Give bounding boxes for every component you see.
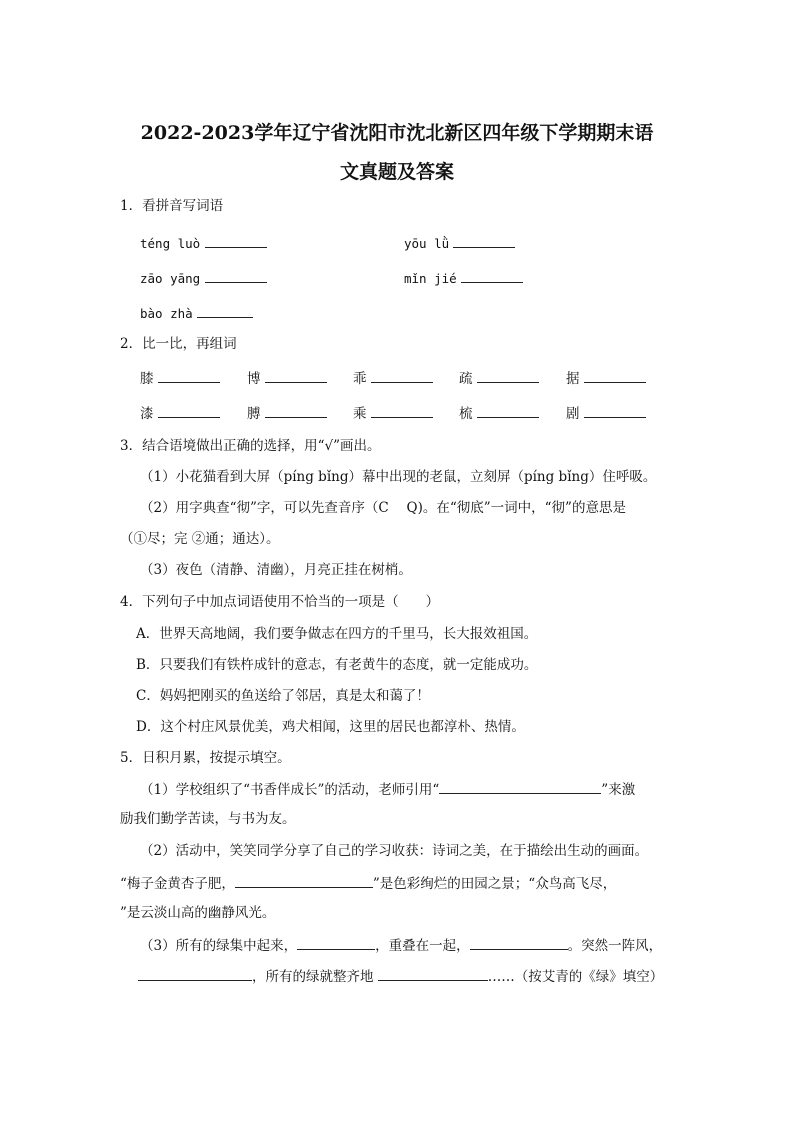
q3-sentence-2a: （2）用字典查“彻”字，可以先查音序（C Q)。在“彻底”一词中，“彻”的意思是 bbox=[140, 500, 626, 516]
q2-row1-item bbox=[247, 368, 327, 388]
answer-blank[interactable] bbox=[235, 873, 373, 888]
q2-row1-item bbox=[140, 368, 220, 388]
answer-blank[interactable] bbox=[138, 966, 252, 981]
q1-heading: 1．看拼音写词语 bbox=[120, 198, 224, 214]
q2-row2-item bbox=[247, 403, 327, 423]
answer-blank[interactable] bbox=[265, 403, 327, 418]
q4-option-c[interactable]: C．妈妈把刚买的鱼送给了邻居，真是太和蔼了！ bbox=[136, 688, 430, 704]
answer-blank[interactable] bbox=[477, 403, 539, 418]
char: 乖 bbox=[353, 371, 367, 387]
q5-part1-line1 bbox=[140, 779, 635, 799]
q5-p1-suffix: ”来激 bbox=[601, 782, 636, 798]
q2-row1-item bbox=[353, 368, 433, 388]
char: 据 bbox=[566, 371, 580, 387]
pinyin-5: bào zhà bbox=[140, 306, 193, 321]
answer-blank[interactable] bbox=[158, 368, 220, 383]
q2-heading: 2．比一比，再组词 bbox=[120, 336, 237, 352]
q3-sentence-3: （3）夜色（清静、清幽），月亮正挂在树梢。 bbox=[140, 562, 412, 578]
answer-blank[interactable] bbox=[205, 233, 267, 248]
q5-heading: 5．日积月累，按提示填空。 bbox=[120, 750, 291, 766]
q1-item-2 bbox=[404, 233, 515, 253]
q5-p2-poem2: ”是色彩绚烂的田园之景；“众鸟高飞尽， bbox=[372, 876, 617, 892]
q4-option-b[interactable]: B．只要我们有铁杵成针的意志，有老黄牛的态度，就一定能成功。 bbox=[136, 657, 538, 673]
q5-p3-text5: ……（按艾青的《绿》填空） bbox=[487, 969, 664, 985]
q1-item-1 bbox=[140, 233, 267, 253]
char: 梳 bbox=[459, 406, 473, 422]
pinyin-3: zāo yāng bbox=[140, 271, 201, 286]
char: 疏 bbox=[459, 371, 473, 387]
q5-part2-line2 bbox=[120, 873, 616, 893]
pinyin-1: téng luò bbox=[140, 236, 201, 251]
q2-row1-item bbox=[459, 368, 539, 388]
q5-p1-prefix: （1）学校组织了“书香伴成长”的活动，老师引用“ bbox=[140, 782, 440, 798]
q2-row2-item bbox=[353, 403, 433, 423]
answer-blank[interactable] bbox=[477, 368, 539, 383]
q4-heading: 4．下列句子中加点词语使用不恰当的一项是（ ） bbox=[120, 594, 440, 610]
q3-heading: 3．结合语境做出正确的选择，用“√”画出。 bbox=[120, 438, 381, 454]
q5-p3-text4: ，所有的绿就整齐地 bbox=[252, 969, 374, 985]
q1-item-4 bbox=[404, 268, 523, 288]
q4-option-d[interactable]: D．这个村庄风景优美，鸡犬相闻，这里的居民也都淳朴、热情。 bbox=[136, 719, 525, 735]
q5-part2-line1: （2）活动中，笑笑同学分享了自己的学习收获：诗词之美，在于描绘出生动的画面。 bbox=[140, 843, 649, 859]
char: 膊 bbox=[247, 406, 261, 422]
q5-p3-text2: ，重叠在一起， bbox=[375, 938, 470, 954]
q2-row2-item bbox=[459, 403, 539, 423]
answer-blank[interactable] bbox=[584, 368, 646, 383]
q2-row2-item bbox=[566, 403, 646, 423]
answer-blank[interactable] bbox=[297, 935, 375, 950]
q5-part3-line1 bbox=[140, 935, 662, 955]
pinyin-4: mǐn jié bbox=[404, 271, 457, 286]
char: 剧 bbox=[566, 406, 580, 422]
answer-blank[interactable] bbox=[584, 403, 646, 418]
answer-blank[interactable] bbox=[158, 403, 220, 418]
char: 博 bbox=[247, 371, 261, 387]
answer-blank[interactable] bbox=[378, 966, 488, 981]
char: 膝 bbox=[140, 371, 154, 387]
answer-blank[interactable] bbox=[371, 403, 433, 418]
q1-item-5 bbox=[140, 303, 253, 323]
q5-part3-line2 bbox=[138, 966, 663, 986]
q5-p2-poem1: “梅子金黄杏子肥， bbox=[120, 876, 235, 892]
char: 乘 bbox=[353, 406, 367, 422]
answer-blank[interactable] bbox=[265, 368, 327, 383]
doc-title-line2: 文真题及答案 bbox=[339, 161, 454, 183]
answer-blank[interactable] bbox=[453, 233, 515, 248]
answer-blank[interactable] bbox=[461, 268, 523, 283]
q5-p3-text1: （3）所有的绿集中起来， bbox=[140, 938, 298, 954]
q1-item-3 bbox=[140, 268, 267, 288]
q5-p3-text3: 。突然一阵风， bbox=[567, 938, 663, 954]
doc-title-line1: 2022-2023学年辽宁省沈阳市沈北新区四年级下学期期末语 bbox=[140, 122, 654, 144]
char: 漆 bbox=[140, 406, 154, 422]
answer-blank[interactable] bbox=[205, 268, 267, 283]
q2-row1-item bbox=[566, 368, 646, 388]
q3-sentence-1: （1）小花猫看到大屏（píng bǐng）幕中出现的老鼠，立刻屏（píng bǐng）住呼吸。 bbox=[140, 469, 657, 485]
q3-sentence-2b: （①尽；完 ②通；通达）。 bbox=[120, 531, 280, 547]
q5-part1-line2: 励我们勤学苦读，与书为友。 bbox=[120, 811, 296, 827]
answer-blank[interactable] bbox=[197, 303, 253, 318]
answer-blank[interactable] bbox=[371, 368, 433, 383]
q4-option-a[interactable]: A．世界天高地阔，我们要争做志在四方的千里马，长大报效祖国。 bbox=[136, 626, 538, 642]
q5-part2-line3: ”是云淡山高的幽静风光。 bbox=[120, 905, 276, 921]
q2-row2-item bbox=[140, 403, 220, 423]
answer-blank[interactable] bbox=[439, 779, 601, 794]
pinyin-2: yōu lǜ bbox=[404, 236, 450, 251]
answer-blank[interactable] bbox=[470, 935, 568, 950]
